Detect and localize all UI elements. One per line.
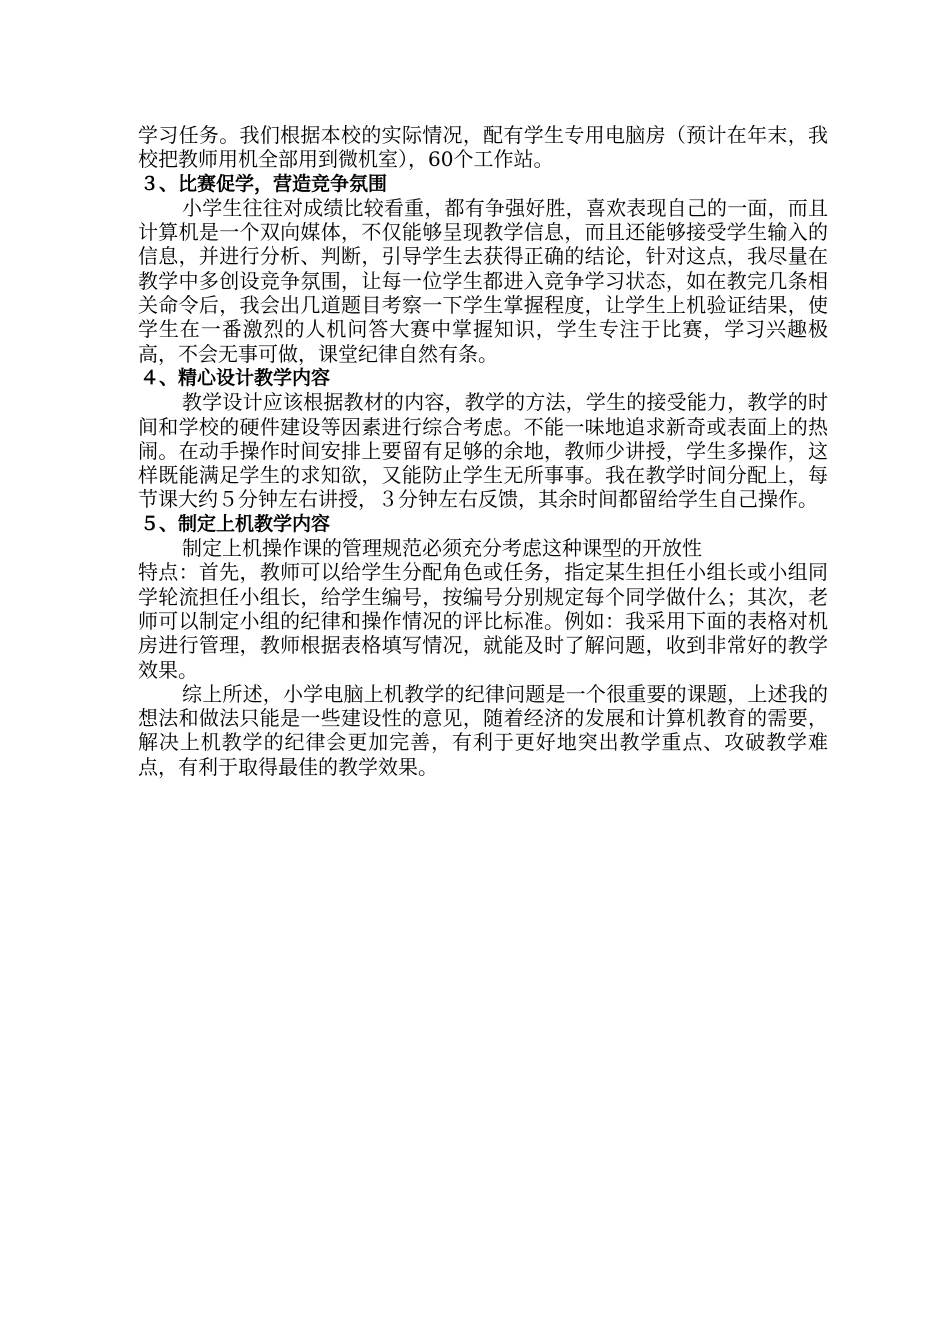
section-4-heading: ４、精心设计教学内容	[140, 366, 331, 389]
intro-paragraph: 学习任务。我们根据本校的实际情况，配有学生专用电脑房（预计在年末，我校把教师用机全部用到微机室），60个工作站。	[138, 123, 828, 172]
section-5-heading: ５、制定上机教学内容	[140, 512, 331, 535]
section-5-paragraph-line1: 制定上机操作课的管理规范必须充分考虑这种课型的开放性	[182, 536, 702, 561]
document-page	[138, 123, 828, 779]
section-3-paragraph: 小学生往往对成绩比较看重，都有争强好胜，喜欢表现自己的一面，而且计算机是一个双向媒体，不仅能够呈现教学信息，而且还能够接受学生输入的信息，并进行分析、判断，引导学生去获得正确的结论，针对这点，我尽量在教学中多创设竞争氛围，让每一位学生都进入竞争学习状态，如在教完几条相关命令后，我会出几道题目考察一下学生掌握程度，让学生上机验证结果，使学生在一番激烈的人机问答大赛中掌握知识，学生专注于比赛，学习兴趣极高，不会无事可做，课堂纪律自然有条。	[138, 195, 828, 366]
section-4-paragraph: 教学设计应该根据教材的内容，教学的方法，学生的接受能力，教学的时间和学校的硬件建设等因素进行综合考虑。不能一味地追求新奇或表面上的热闹。在动手操作时间安排上要留有足够的余地，教师少讲授，学生多操作，这样既能满足学生的求知欲，又能防止学生无所事事。我在教学时间分配上，每节课大约５分钟左右讲授，３分钟左右反馈，其余时间都留给学生自己操作。	[138, 390, 828, 512]
conclusion-paragraph: 综上所述，小学电脑上机教学的纪律问题是一个很重要的课题，上述我的想法和做法只能是一些建设性的意见，随着经济的发展和计算机教育的需要，解决上机教学的纪律会更加完善，有利于更好地突出教学重点、攻破教学难点，有利于取得最佳的教学效果。	[138, 681, 828, 779]
section-5-paragraph-rest: 特点：首先，教师可以给学生分配角色或任务，指定某生担任小组长或小组同学轮流担任小组长，给学生编号，按编号分别规定每个同学做什么；其次，老师可以制定小组的纪律和操作情况的评比标准。例如：我采用下面的表格对机房进行管理，教师根据表格填写情况，就能及时了解问题，收到非常好的教学效果。	[138, 560, 828, 682]
section-3-heading: ３、比赛促学，营造竞争氛围	[140, 172, 388, 195]
